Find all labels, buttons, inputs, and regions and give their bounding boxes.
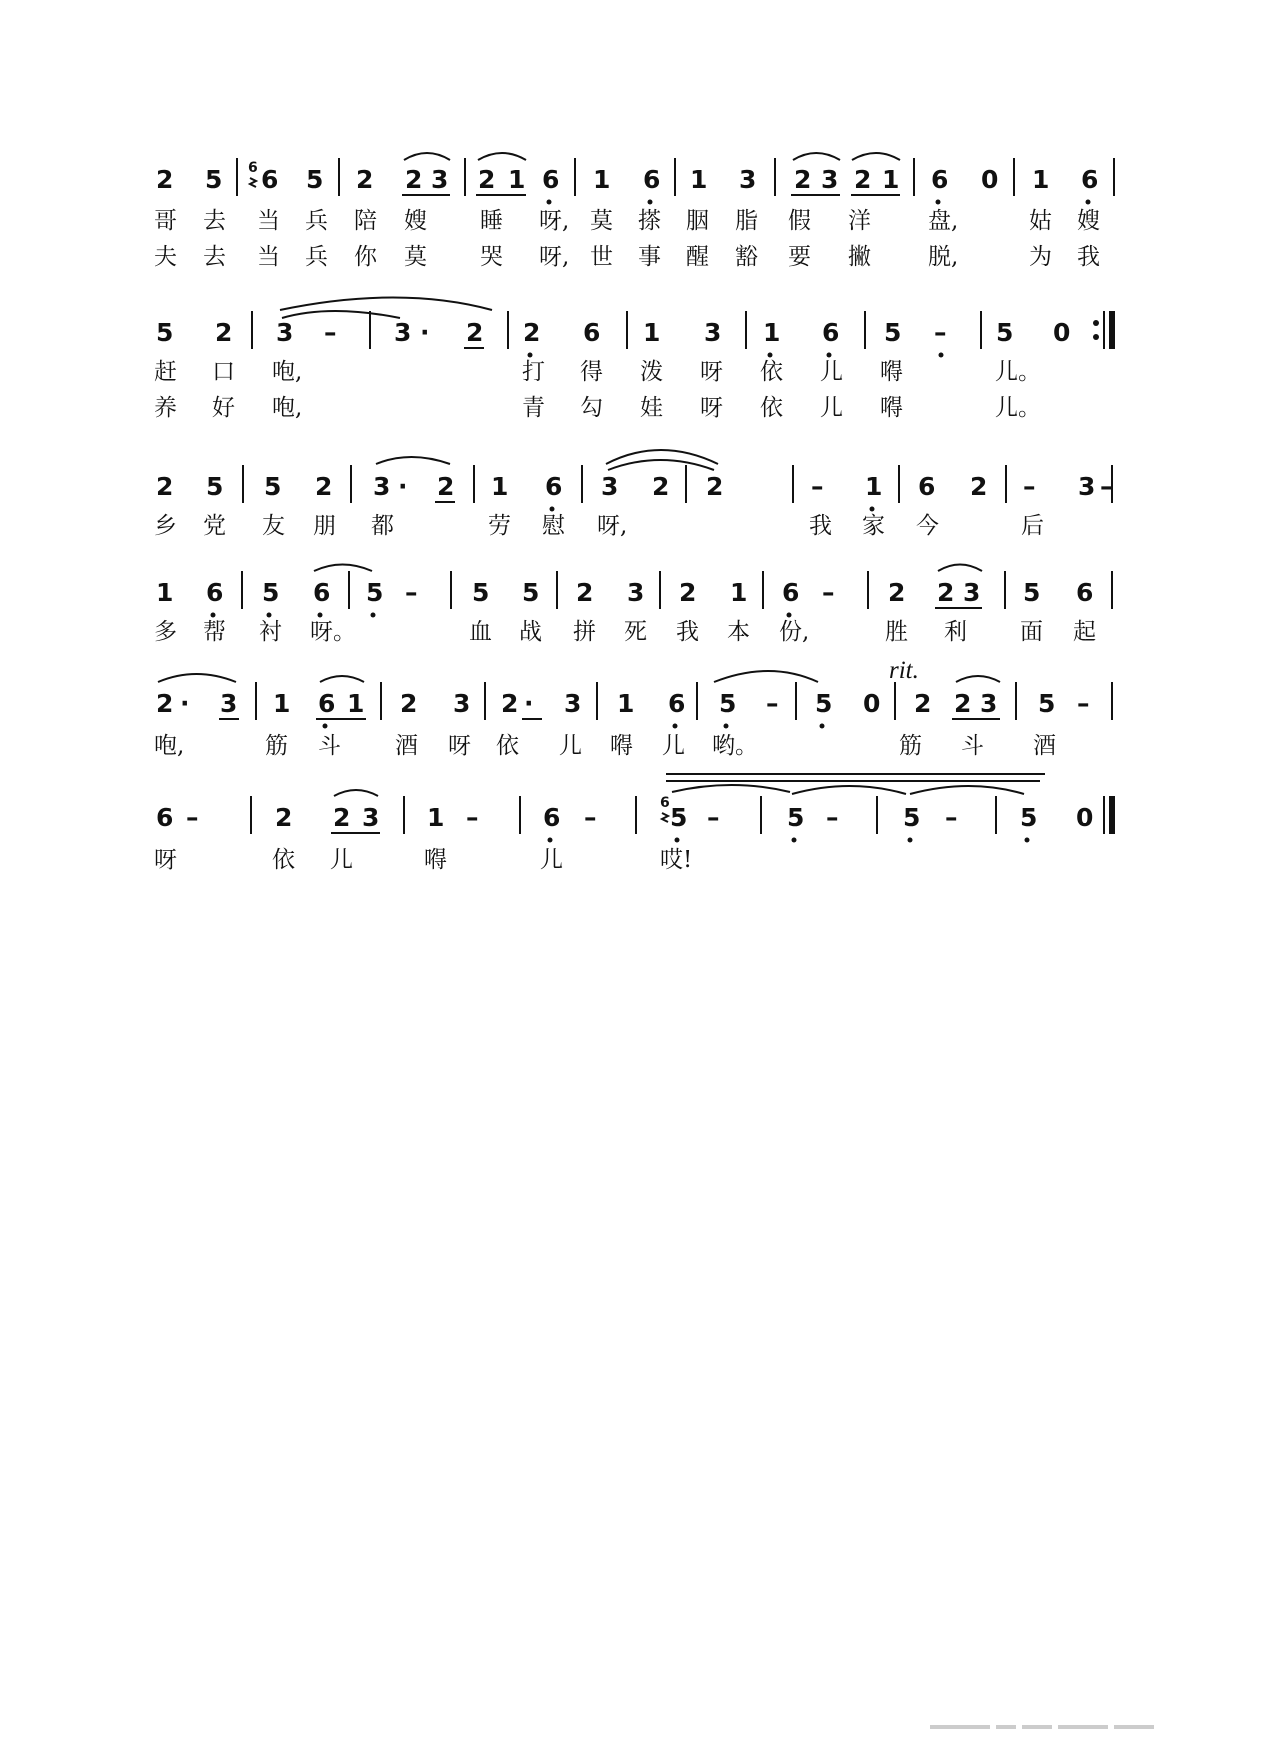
note: 1	[508, 165, 526, 194]
lyric: 筋	[899, 733, 922, 759]
note: 2	[706, 472, 724, 501]
lyric: 你	[354, 244, 377, 270]
lyric: 党	[203, 513, 226, 539]
note: 5	[815, 689, 833, 718]
octave-dot	[318, 613, 323, 618]
lyric: 嫂	[404, 208, 427, 234]
note: 2	[888, 578, 906, 607]
lyric: 依	[760, 395, 783, 421]
grace-note: 6	[248, 160, 258, 176]
lyric: 得	[580, 359, 603, 385]
lyric: 呀,	[539, 244, 570, 270]
octave-dot	[908, 838, 913, 843]
note: 1	[273, 689, 291, 718]
ritardando-marking: rit.	[889, 657, 919, 684]
lyric: 呀	[700, 395, 723, 421]
note: 3	[431, 165, 449, 194]
lyric: 当	[257, 208, 280, 234]
note: 3	[980, 689, 998, 718]
repeat-dot	[1093, 320, 1099, 326]
note: 6	[318, 689, 336, 718]
lyric: 呀。	[310, 619, 356, 645]
octave-dot	[768, 353, 773, 358]
lyric: 儿	[820, 395, 843, 421]
slur	[608, 460, 714, 470]
lyric: 战	[519, 619, 542, 645]
note: 2	[937, 578, 955, 607]
lyric: 豁	[735, 244, 758, 270]
octave-dot	[550, 507, 555, 512]
note: 2	[679, 578, 697, 607]
lyrics-line-2-verse-2	[154, 395, 1041, 421]
lyric: 呀	[154, 847, 177, 873]
note: 1	[643, 318, 661, 347]
lyric: 娃	[640, 395, 663, 421]
lyric: 莫	[590, 208, 613, 234]
note: 3	[821, 165, 839, 194]
note: 5	[787, 803, 805, 832]
lyric: 死	[624, 619, 647, 645]
note: 3	[276, 318, 294, 347]
note: 6	[545, 472, 563, 501]
grace-tie	[662, 813, 668, 822]
lyrics-line-6	[154, 847, 692, 873]
note: 5	[472, 578, 490, 607]
note: –	[186, 803, 199, 832]
lyric: 嫂	[1077, 208, 1100, 234]
note: 5	[205, 165, 223, 194]
lyric: 依	[496, 733, 519, 759]
note: 2	[970, 472, 988, 501]
slur	[792, 786, 906, 794]
note: 5	[719, 689, 737, 718]
lyric: 面	[1020, 619, 1043, 645]
slur	[320, 676, 364, 682]
lyric: 脱,	[928, 244, 959, 270]
note: 5	[156, 318, 174, 347]
octave-dot	[547, 200, 552, 205]
note: 2	[576, 578, 594, 607]
slur	[280, 298, 492, 311]
lyric: 为	[1029, 244, 1052, 270]
note: 1	[882, 165, 900, 194]
note: 5	[670, 803, 688, 832]
note: –	[707, 803, 720, 832]
slur	[404, 153, 450, 160]
grace-note: 6	[660, 795, 670, 811]
note: 2	[478, 165, 496, 194]
note: 6	[156, 803, 174, 832]
note: 2	[356, 165, 374, 194]
note: 3	[739, 165, 757, 194]
lyric: 哥	[154, 208, 177, 234]
octave-dot	[870, 507, 875, 512]
slur	[314, 565, 372, 572]
slur	[938, 565, 982, 572]
note: 2	[914, 689, 932, 718]
lyric: 我	[1077, 244, 1100, 270]
notes-line-2	[156, 318, 1070, 347]
lyric: 呀	[448, 733, 471, 759]
lyric: 酒	[395, 733, 418, 759]
lyric: 去	[203, 208, 226, 234]
repeat-dot	[1093, 334, 1099, 340]
lyric: 朋	[313, 513, 336, 539]
note: 2	[466, 318, 484, 347]
lyric: 儿	[540, 847, 563, 873]
note: 5	[264, 472, 282, 501]
note: 1	[491, 472, 509, 501]
lyric: 好	[212, 395, 235, 421]
lyrics-line-5	[154, 733, 1056, 759]
note: 5	[522, 578, 540, 607]
lyric: 睡	[480, 208, 503, 234]
note: 2	[652, 472, 670, 501]
note: 6	[1081, 165, 1099, 194]
lyric: 哭	[480, 244, 503, 270]
notes-line-6	[156, 803, 1093, 832]
note: 3	[627, 578, 645, 607]
note: 3	[1078, 472, 1096, 501]
lyric: 撇	[848, 244, 871, 270]
note: 3	[963, 578, 981, 607]
note: –	[1023, 472, 1036, 501]
note: 3	[564, 689, 582, 718]
note: –	[1100, 472, 1113, 501]
note: –	[1077, 689, 1090, 718]
note: 5	[206, 472, 224, 501]
note: 6	[668, 689, 686, 718]
octave-dot	[1086, 200, 1091, 205]
note: 5	[1038, 689, 1056, 718]
note: 0	[981, 165, 999, 194]
octave-dot	[675, 838, 680, 843]
lyric: 要	[788, 244, 811, 270]
note: 1	[1032, 165, 1050, 194]
lyric: 陪	[354, 208, 377, 234]
note: 3	[362, 803, 380, 832]
note: 2	[854, 165, 872, 194]
note: ·	[398, 472, 408, 501]
lyrics-line-3	[154, 513, 1044, 539]
slur	[606, 450, 718, 464]
lyric: 当	[257, 244, 280, 270]
lyric: 胜	[885, 619, 908, 645]
lyric: 衬	[259, 619, 282, 645]
octave-dot	[528, 353, 533, 358]
slur	[376, 457, 450, 464]
note: 1	[617, 689, 635, 718]
lyric: 利	[944, 619, 967, 645]
note: 3	[394, 318, 412, 347]
octave-dot	[673, 724, 678, 729]
note: ·	[524, 689, 534, 718]
lyric: 去	[203, 244, 226, 270]
note: 2	[523, 318, 541, 347]
lyric: 醒	[686, 244, 709, 270]
lyric: 兵	[305, 244, 328, 270]
octave-dot	[787, 613, 792, 618]
octave-dot	[939, 353, 944, 358]
note: 2	[215, 318, 233, 347]
lyric: 嘚	[610, 733, 633, 759]
note: 2	[156, 689, 174, 718]
note: 2	[794, 165, 812, 194]
note: 5	[366, 578, 384, 607]
note: –	[934, 318, 947, 347]
note: 2	[156, 165, 174, 194]
lyric: 搽	[638, 208, 661, 234]
octave-dot	[211, 613, 216, 618]
lyric: 筋	[265, 733, 288, 759]
note: 5	[1020, 803, 1038, 832]
lyric: 拼	[573, 619, 596, 645]
lyric: 脂	[735, 208, 758, 234]
note: 5	[884, 318, 902, 347]
lyric: 友	[262, 513, 285, 539]
note: –	[826, 803, 839, 832]
lyric: 泼	[640, 359, 663, 385]
lyric: 儿	[559, 733, 582, 759]
lyric: 儿	[662, 733, 685, 759]
slur	[478, 153, 526, 160]
lyric: 洋	[848, 208, 871, 234]
note: 5	[1023, 578, 1041, 607]
score-line-3	[154, 450, 1113, 539]
note: 3	[220, 689, 238, 718]
note: 3	[704, 318, 722, 347]
notes-line-5	[156, 689, 1090, 718]
lyric: 血	[469, 619, 492, 645]
slur	[282, 311, 400, 318]
notes-line-3	[156, 472, 1113, 501]
footer-watermark	[930, 1716, 1200, 1724]
lyric: 依	[272, 847, 295, 873]
lyric: 呀	[700, 359, 723, 385]
lyric: 帮	[203, 619, 226, 645]
lyric: 世	[590, 244, 613, 270]
slur	[793, 153, 840, 160]
note: –	[584, 803, 597, 832]
lyric: 乡	[154, 513, 177, 539]
note: 1	[690, 165, 708, 194]
note: 1	[427, 803, 445, 832]
note: 5	[306, 165, 324, 194]
note: 6	[543, 803, 561, 832]
octave-dot	[820, 724, 825, 729]
lyric: 咆,	[154, 733, 185, 759]
note: 6	[206, 578, 224, 607]
lyric: 劳	[488, 513, 511, 539]
note: 1	[730, 578, 748, 607]
lyric: 胭	[686, 208, 709, 234]
notes-line-1	[156, 165, 1098, 194]
lyric: 后	[1021, 513, 1044, 539]
note: 0	[863, 689, 881, 718]
slur	[158, 674, 236, 682]
lyric: 姑	[1029, 208, 1052, 234]
lyric: 斗	[318, 733, 341, 759]
note: –	[822, 578, 835, 607]
lyric: 嘚	[880, 359, 903, 385]
note: 1	[763, 318, 781, 347]
slur	[852, 153, 900, 160]
lyric: 儿	[820, 359, 843, 385]
note: ·	[420, 318, 430, 347]
note: 2	[501, 689, 519, 718]
octave-dot	[323, 724, 328, 729]
note: 3	[601, 472, 619, 501]
note: –	[405, 578, 418, 607]
lyric: 打	[522, 359, 545, 385]
lyric: 慰	[542, 513, 565, 539]
note: 2	[437, 472, 455, 501]
note: 6	[822, 318, 840, 347]
note: 2	[405, 165, 423, 194]
slur	[672, 785, 790, 792]
lyric: 我	[809, 513, 832, 539]
note: 6	[542, 165, 560, 194]
note: 1	[347, 689, 365, 718]
lyric: 儿。	[995, 359, 1041, 385]
lyrics-line-1-verse-2	[154, 244, 1100, 270]
slur	[714, 671, 818, 682]
score-line-6	[154, 774, 1112, 873]
note: 2	[315, 472, 333, 501]
lyric: 儿	[330, 847, 353, 873]
note: 6	[918, 472, 936, 501]
grace-tie	[250, 178, 256, 187]
note: 2	[954, 689, 972, 718]
note: –	[945, 803, 958, 832]
note: 1	[593, 165, 611, 194]
lyric: 今	[916, 513, 939, 539]
lyric: 依	[760, 359, 783, 385]
lyric: 份,	[779, 619, 810, 645]
note: –	[466, 803, 479, 832]
note: 6	[782, 578, 800, 607]
slur	[334, 790, 378, 796]
lyric: 呀,	[597, 513, 628, 539]
note: –	[324, 318, 337, 347]
octave-dot	[724, 724, 729, 729]
note: 6	[1076, 578, 1094, 607]
octave-dot	[792, 838, 797, 843]
lyric: 赶	[154, 359, 177, 385]
lyric: 嘚	[880, 395, 903, 421]
lyric: 呀,	[539, 208, 570, 234]
note: ·	[180, 689, 190, 718]
lyric: 都	[371, 513, 394, 539]
lyric: 咆,	[272, 359, 303, 385]
note: 2	[275, 803, 293, 832]
lyric: 我	[676, 619, 699, 645]
octave-dot	[936, 200, 941, 205]
note: 1	[865, 472, 883, 501]
lyric: 莫	[404, 244, 427, 270]
score-line-1	[154, 153, 1114, 270]
note: 5	[262, 578, 280, 607]
note: 6	[583, 318, 601, 347]
note: –	[766, 689, 779, 718]
note: 1	[156, 578, 174, 607]
lyric: 哟。	[712, 733, 758, 759]
score-line-2	[154, 298, 1112, 422]
note: 6	[931, 165, 949, 194]
slur	[910, 786, 1024, 794]
note: 6	[313, 578, 331, 607]
note: 6	[261, 165, 279, 194]
note: 3	[453, 689, 471, 718]
lyric: 口	[212, 359, 235, 385]
note: 2	[333, 803, 351, 832]
lyrics-line-2-verse-1	[154, 359, 1041, 385]
note: –	[811, 472, 824, 501]
lyric: 起	[1073, 619, 1096, 645]
lyric: 酒	[1033, 733, 1056, 759]
octave-dot	[1025, 838, 1030, 843]
lyric: 青	[522, 395, 545, 421]
octave-dot	[827, 353, 832, 358]
lyric: 事	[638, 244, 661, 270]
notes-line-4	[156, 578, 1093, 607]
note: 2	[400, 689, 418, 718]
score-line-5	[154, 657, 1112, 759]
note: 0	[1053, 318, 1071, 347]
note: 5	[903, 803, 921, 832]
note: 2	[156, 472, 174, 501]
octave-dot	[548, 838, 553, 843]
lyric: 多	[154, 619, 177, 645]
octave-dot	[267, 613, 272, 618]
slur	[956, 676, 1000, 682]
lyric: 家	[862, 513, 885, 539]
lyric: 假	[788, 208, 811, 234]
octave-dot	[648, 200, 653, 205]
lyric: 咆,	[272, 395, 303, 421]
octave-dot	[371, 613, 376, 618]
lyrics-line-4	[154, 619, 1096, 645]
note: 0	[1076, 803, 1094, 832]
lyric: 盘,	[928, 208, 959, 234]
lyric: 儿。	[995, 395, 1041, 421]
lyric: 勾	[580, 395, 603, 421]
lyric: 哎!	[660, 847, 693, 873]
lyric: 养	[154, 395, 177, 421]
lyric: 斗	[961, 733, 984, 759]
note: 6	[643, 165, 661, 194]
lyric: 本	[727, 619, 750, 645]
score-line-4	[154, 565, 1112, 646]
note: 3	[373, 472, 391, 501]
note: 5	[996, 318, 1014, 347]
lyric: 嘚	[424, 847, 447, 873]
lyrics-line-1-verse-1	[154, 208, 1100, 234]
lyric: 夫	[154, 244, 177, 270]
lyric: 兵	[305, 208, 328, 234]
